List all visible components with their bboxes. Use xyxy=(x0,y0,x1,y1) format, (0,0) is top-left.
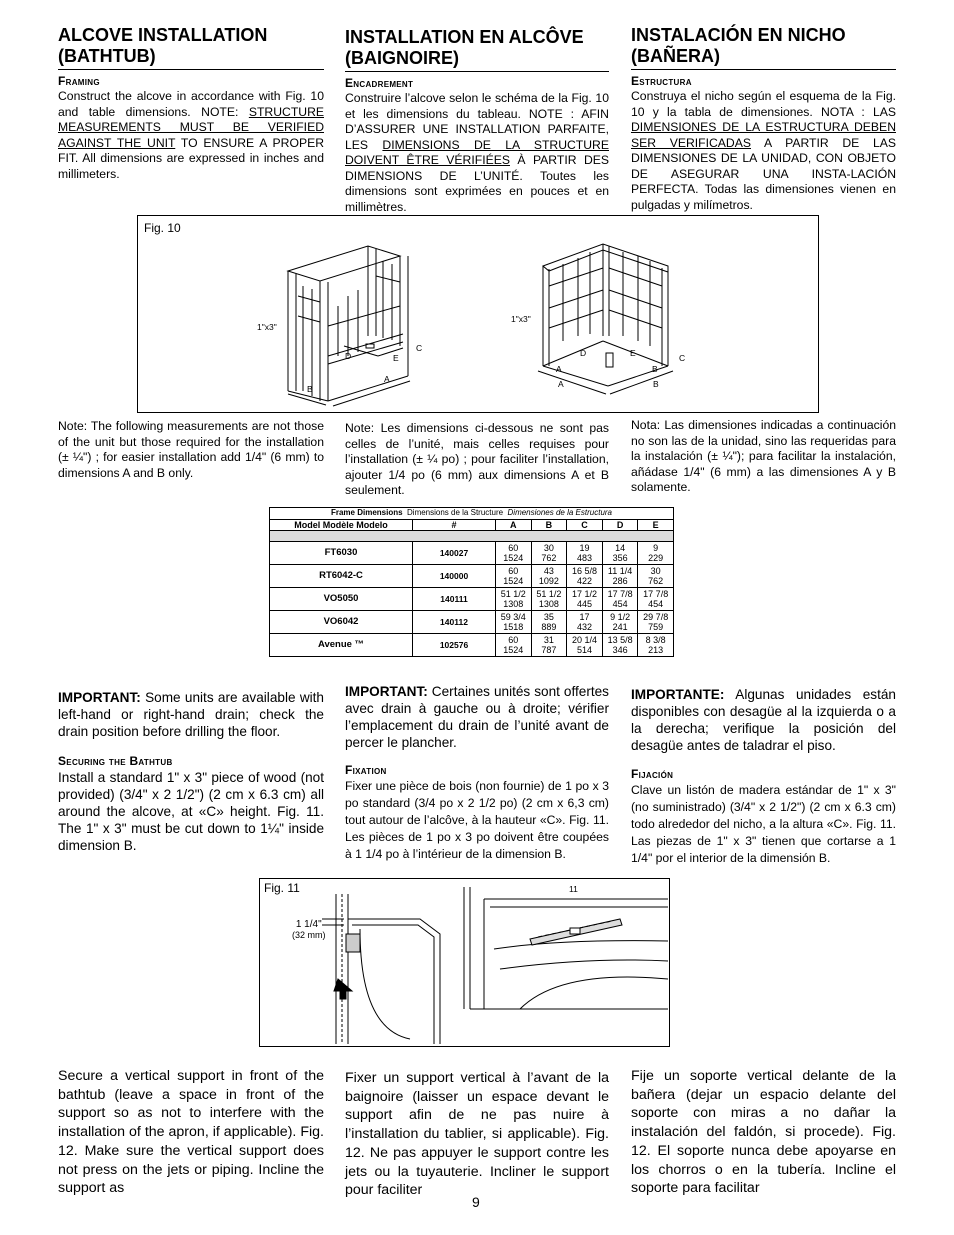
es-bottom-text: Fije un soporte vertical delante de la bañera (dejar un espacio delante del soporte con miras a no dañar la instalación del faldón, si procede). Fig. 12. El soporte nunca debe apoyarse en los chorros o en la tubería. Incline el soporte para facilitar xyxy=(631,1068,896,1197)
en-column-top xyxy=(58,25,324,182)
en-securing-heading: Securing the Bathtub xyxy=(58,754,173,768)
fig10-right-wood-label: 1"x3" xyxy=(511,314,531,324)
en-title: ALCOVE INSTALLATION (BATHTUB) xyxy=(58,25,324,70)
fig-11-drawing xyxy=(260,879,669,1046)
table-row: FT6030 140027 60 1524 30 762 19 483 14 356 9 229 xyxy=(270,542,674,565)
fig10-right-a-outer: A xyxy=(558,379,564,389)
en-note: Note: The following measurements are not those of the unit but those required for the installation (± ¼") ; for easier installation add 1/4" (6 mm) to dimensions A and B only. xyxy=(58,419,324,480)
en-column-mid xyxy=(58,689,324,854)
page-number: 9 xyxy=(472,1194,480,1210)
es-securing-heading: Fijación xyxy=(631,767,674,781)
table-row: VO6042 140112 59 3/4 1518 35 889 17 432 9 1/2 241 29 7/8 759 xyxy=(270,611,674,634)
fr-framing-heading: Encadrement xyxy=(345,76,414,90)
fr-bottom-text: Fixer un support vertical à l’avant de la baignoire (laisser un espace devant le support afin de ne pas nuire à l’installation du tablier, si applicable). Fig. 12. Ne pas appuyer le support contre les jets ou la tuyauterie. Incliner le support pour faciliter xyxy=(345,1070,609,1199)
es-column-top xyxy=(631,25,896,213)
fig-11 xyxy=(259,878,670,1047)
fig-10-drawing xyxy=(138,216,818,412)
fig10-left-wood-label: 1"x3" xyxy=(257,322,277,332)
table-row: Avenue ™ 102576 60 1524 31 787 20 1/4 514 13 5/8 346 8 3/8 213 xyxy=(270,634,674,657)
fig-10 xyxy=(137,215,819,413)
fig-11-label: Fig. 11 xyxy=(264,881,300,895)
es-title: INSTALACIÓN EN NICHO (BAÑERA) xyxy=(631,25,896,70)
fr-column-top xyxy=(345,27,609,215)
fr-important: IMPORTANT: Certaines unités sont offertes avec drain à gauche ou à droite; vérifier l’emplacement du drain de l’unité avant de percer le plancher. xyxy=(345,684,609,750)
es-note: Nota: Las dimensiones indicadas a continuación no son las de la unidad, sino las requeridas para la instalación (± ¼"); para facilitar la instalación, añádase 1/4" (6 mm) a las dimensiones A y B solamente. xyxy=(631,418,896,494)
es-framing-text: Construya el nicho según el esquema de la Fig. 10 y la tabla de dimensiones. NOTA : LAS DIMENSIONES DE LA ESTRUCTURA DEBEN SER VERIFICADAS A PARTIR DE LAS DIMENSIONES DE LA UNIDAD, CON OBJETO DE ASEGURAR UNA INSTA-LACIÓN PERFECTA. Todas las dimensiones vienen en pulgadas y milímetros. xyxy=(631,89,896,212)
fig10-right-b-outer: B xyxy=(653,379,659,389)
table-row: RT6042-C 140000 60 1524 43 1092 16 5/8 422 11 1/4 286 30 762 xyxy=(270,565,674,588)
fig10-right-e: E xyxy=(630,348,636,358)
fr-securing-text: Fixer une pièce de bois (non fournie) de 1 po x 3 po standard (3/4 po x 2 1/2 po) (2 cm x 6,3 cm) tout autour de l’alcôve, à la hauteur «C». Fig. 11. Les pièces de 1 po x 3 po doivent être coupées à 1 1/4 po à l’intérieur de la dimension B. xyxy=(345,779,609,861)
table-row: VO5050 140111 51 1/2 1308 51 1/2 1308 17 1/2 445 17 7/8 454 17 7/8 454 xyxy=(270,588,674,611)
fig10-right-a-inner: A xyxy=(556,364,562,374)
fr-securing-heading: Fixation xyxy=(345,763,387,777)
table-header-row: Model Modèle Modelo # A B C D E xyxy=(270,519,674,531)
es-important: IMPORTANTE: Algunas unidades están disponibles con desagüe al la izquierda o a la derecha; verifique la posición del desagüe antes de taladrar el piso. xyxy=(631,687,896,753)
en-framing-heading: Framing xyxy=(58,74,100,88)
fig10-right-c: C xyxy=(679,353,686,363)
en-bottom-text: Secure a vertical support in front of the bathtub (leave a space in front of the support so as not to interfere with the installation of the apron, if applicable). Fig. 12. Make sure the vertical support does not press on the jets or piping. Incline the support as xyxy=(58,1068,324,1197)
es-securing-text: Clave un listón de madera estándar de 1" x 3" (no suministrado) (3/4" x 2 1/2") (2 cm x 6.3 cm) todo alrededor del nicho, a la altura «C». Fig. 11. Las piezas de 1" x 3" tienen que cortarse a 1 1/4" por el interior de la dimensión B. xyxy=(631,783,896,865)
fig10-left-d: D xyxy=(345,351,352,361)
fr-title: INSTALLATION EN ALCÔVE (BAIGNOIRE) xyxy=(345,27,609,72)
fr-framing-text: Construire l’alcove selon le schéma de la Fig. 10 et les dimensions du tableau. NOTE : AFIN D’ASSURER UNE INSTALLATION PARFAITE, LES DIMENSIONS DE LA STRUCTURE DOIVENT ÊTRE VÉRIFIÉES À PARTIR DES DIMENSIONS DE L’UNITÉ. Toutes les dimensions sont exprimées en pouces et en millimètres. xyxy=(345,91,610,214)
fr-note: Note: Les dimensions ci-dessous ne sont pas celles de l’unité, mais celles requises pour l’installation (± ¼ po) ; pour faciliter l’installation, ajouter 1/4 po (6 mm) aux dimensions A et B seulement. xyxy=(345,421,609,497)
fig10-left-c: C xyxy=(416,343,423,353)
fig11-dimension: 1 1/4" (32 mm) xyxy=(292,919,326,940)
fig10-right-d: D xyxy=(580,348,587,358)
fig-10-label: Fig. 10 xyxy=(144,221,181,235)
en-framing-text: Construct the alcove in accordance with Fig. 10 and table dimensions. NOTE: STRUCTURE MEASUREMENTS MUST BE VERIFIED AGAINST THE UNIT TO ENSURE A PROPER FIT. All dimensions are expressed in inches and millimeters. xyxy=(58,89,325,181)
fig10-right-b-inner: B xyxy=(652,364,658,374)
fig10-left-b: B xyxy=(307,384,313,394)
fr-column-mid xyxy=(345,683,609,863)
fig10-left-e: E xyxy=(393,353,399,363)
en-important: IMPORTANT: Some units are available with left-hand or right-hand drain; check the drain position before drilling the floor. xyxy=(58,690,324,739)
es-framing-heading: Estructura xyxy=(631,74,692,88)
fig11-mark: 11 xyxy=(569,884,578,894)
en-securing-text: Install a standard 1" x 3" piece of wood (not provided) (3/4" x 2 1/2") (2 cm x 6.3 cm) all around the alcove, at «C» height. Fig. 11. The 1" x 3" must be cut down to 1¼" inside dimension B. xyxy=(58,770,324,853)
fig10-left-a: A xyxy=(384,374,390,384)
frame-dimensions-table xyxy=(269,507,674,657)
table-spacer-row xyxy=(270,531,674,542)
table-caption-row: Frame Dimensions Dimensions de la Structure Dimensiones de la Estructura xyxy=(270,508,674,520)
es-column-mid xyxy=(631,686,896,867)
